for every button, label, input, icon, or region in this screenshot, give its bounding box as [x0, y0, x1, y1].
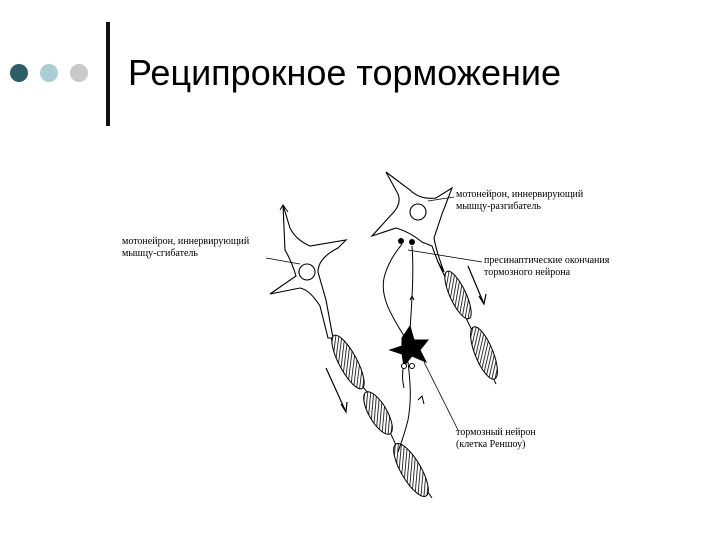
- label-extensor-motoneuron-line2: мышцу-разгибатель: [456, 201, 541, 212]
- label-extensor-motoneuron-line1: мотонейрон, иннервирующий: [456, 189, 584, 200]
- label-flexor-motoneuron-line1: мотонейрон, иннервирующий: [122, 236, 250, 247]
- extensor-motoneuron: [372, 172, 452, 272]
- label-inhibitory-line1: тормозный нейрон: [456, 427, 536, 438]
- label-presynaptic-line1: пресинаптические окончания: [484, 255, 610, 266]
- label-extensor-motoneuron: [456, 189, 583, 213]
- label-inhibitory-neuron: [456, 427, 536, 451]
- flexor-signal-arrow: [326, 368, 347, 412]
- slide-title: Реципрокное торможение: [128, 52, 562, 93]
- label-flexor-motoneuron-line2: мышцу-сгибатель: [122, 248, 198, 259]
- label-presynaptic-terminals: [484, 255, 609, 279]
- label-presynaptic-line2: тормозного нейрона: [484, 267, 571, 278]
- label-inhibitory-line2: (клетка Реншоу): [456, 439, 526, 450]
- extensor-muscle-fibers: [438, 262, 503, 384]
- label-flexor-motoneuron: [122, 236, 249, 260]
- flexor-motoneuron: [270, 205, 346, 338]
